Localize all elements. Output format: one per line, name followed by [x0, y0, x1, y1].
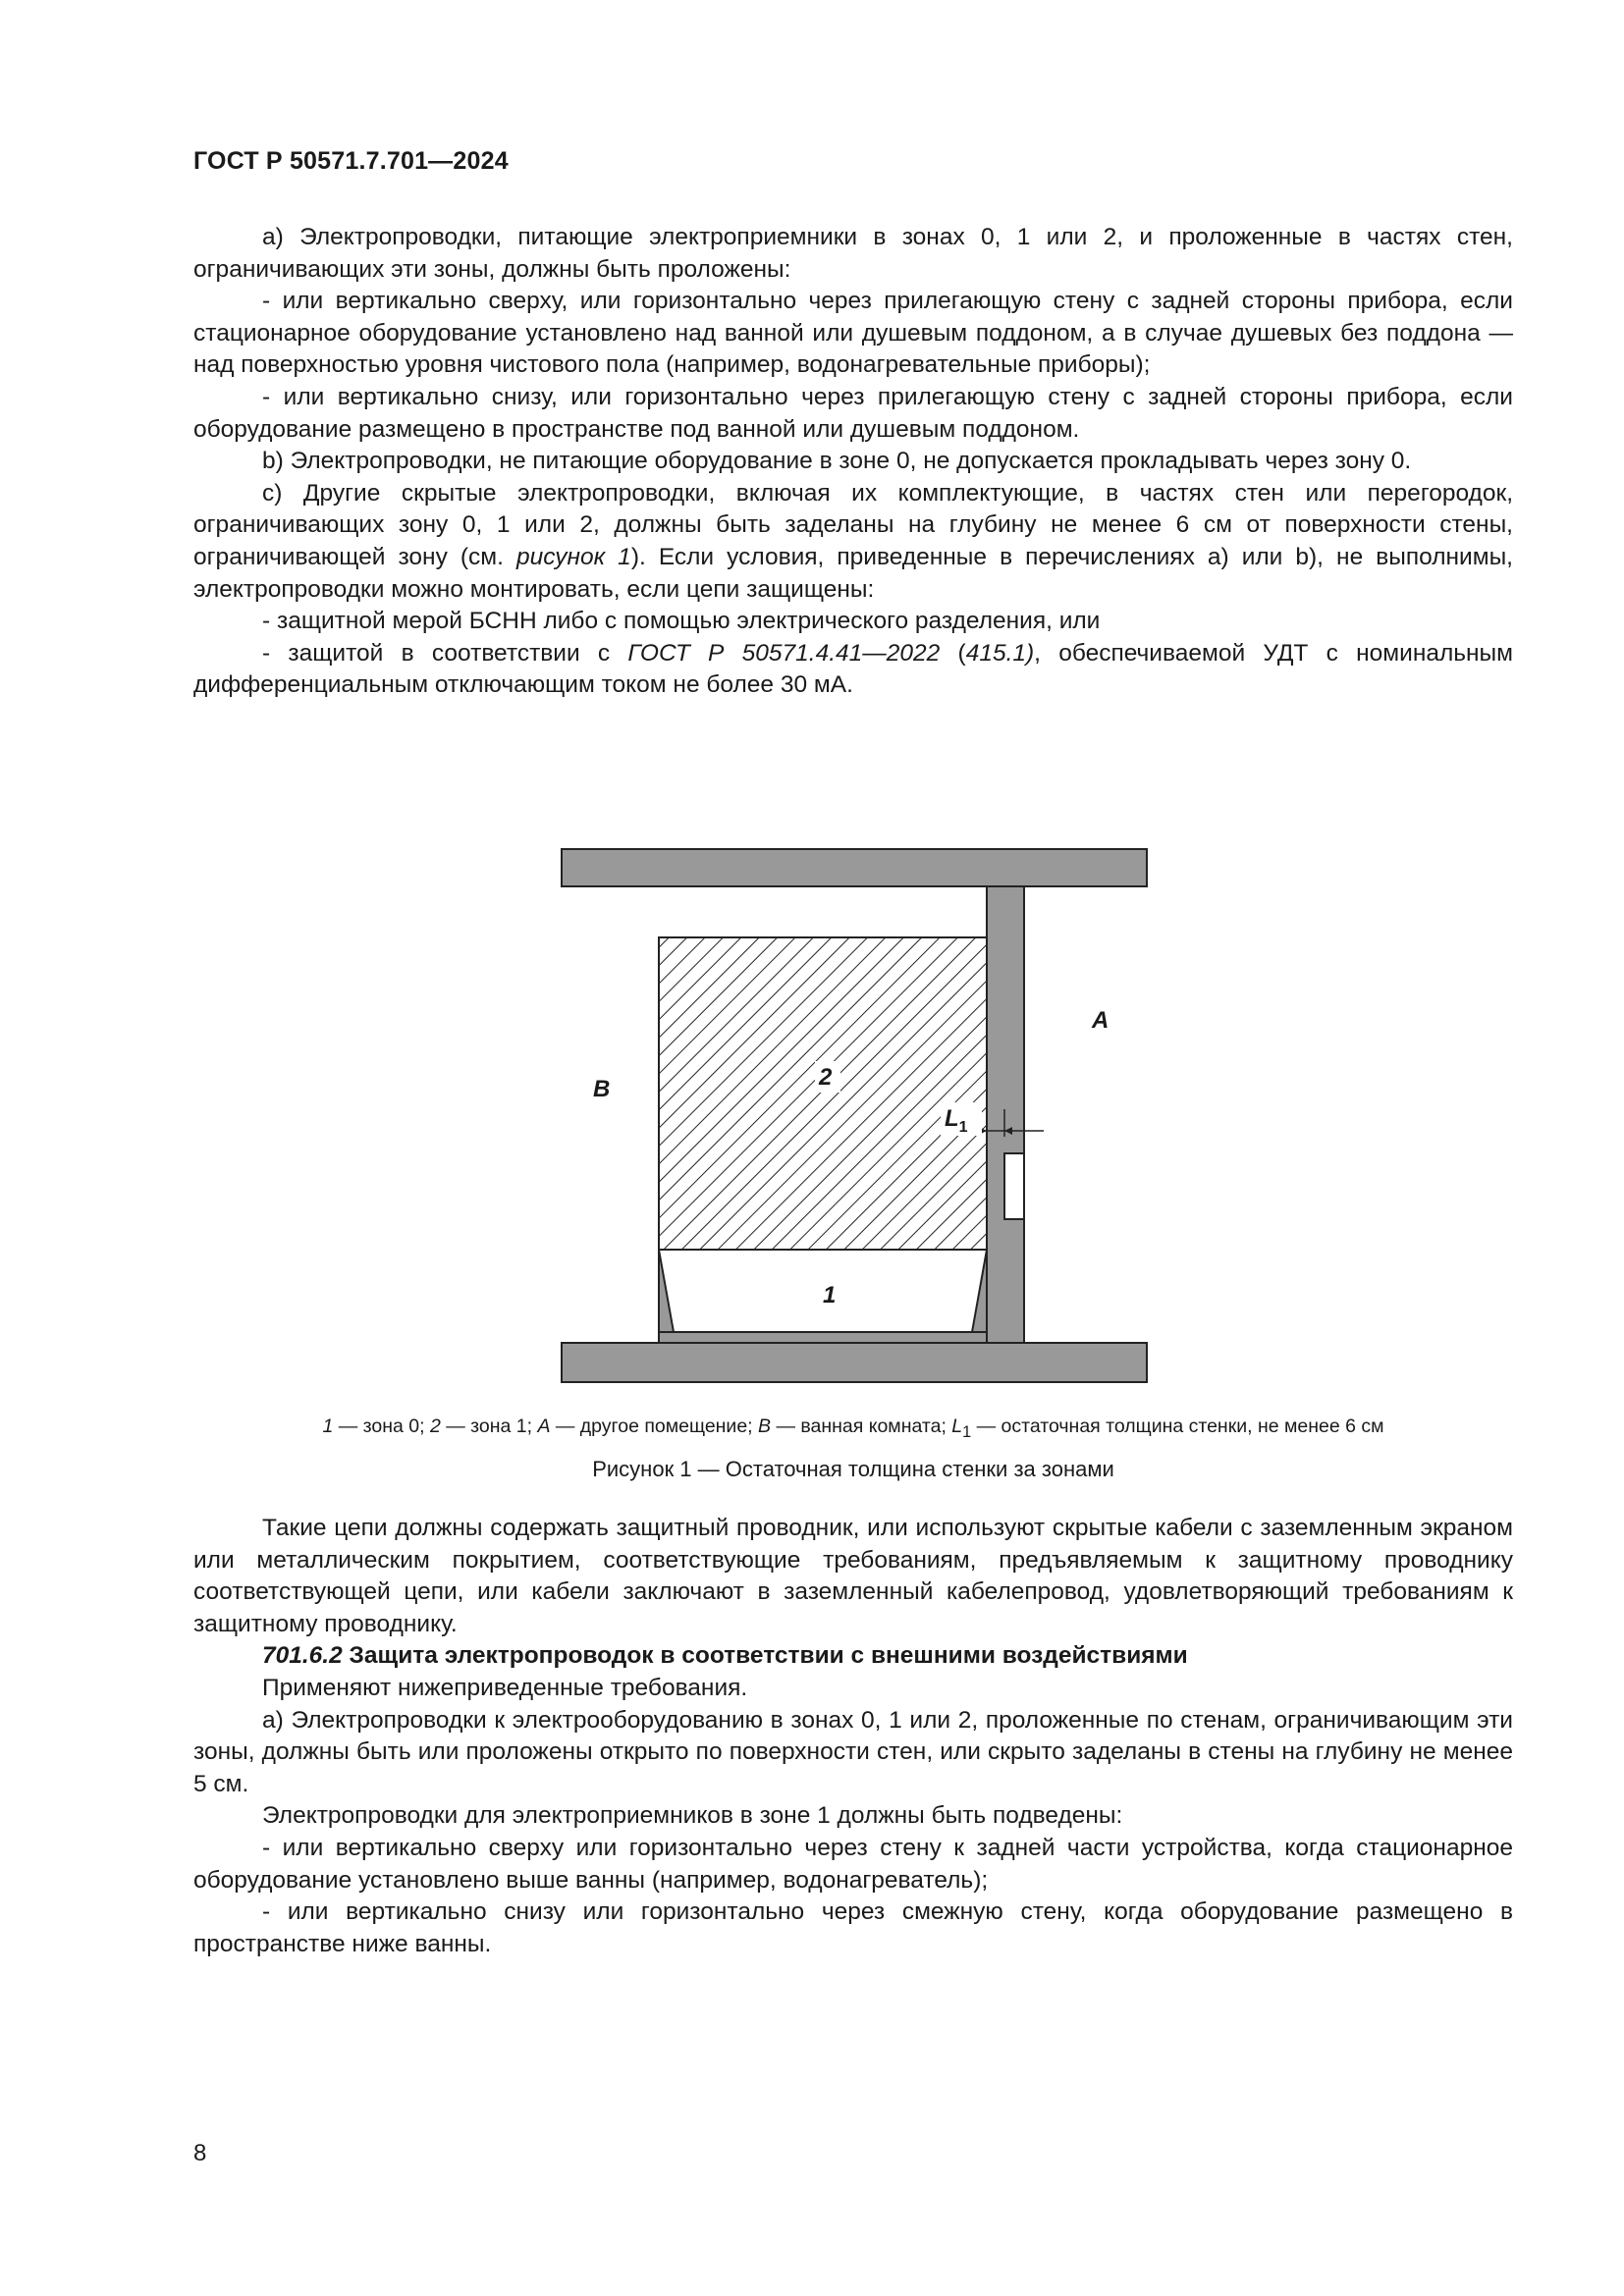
paragraph-c-end: ). Если условия, приведенные в перечислениях а) или b), не выполнимы, электропроводки можно монтировать, если цепи защищены: [193, 543, 1513, 603]
label-zone-1-area: 2 [819, 1064, 833, 1091]
paragraph-a-dash2: - или вертикально снизу, или горизонтально через прилегающую стену с задней стороны прибора, если оборудование размещено в пространстве под ванной или душевым поддоном. [193, 383, 1513, 443]
legend-text-l1: — остаточная толщина стенки, не менее 6 см [971, 1415, 1384, 1437]
text-block-bottom [193, 1513, 1513, 1960]
figure-wall-diagram [550, 839, 1159, 1389]
legend-key-a: A [537, 1415, 551, 1437]
section-heading [193, 1640, 1513, 1673]
paragraph-c-dash2-end: , обеспечиваемой УДТ с номинальным дифференциальным отключающим током не более 30 мА. [193, 639, 1514, 699]
text-block-top [193, 222, 1513, 702]
paragraph-zone1-dash2: - или вертикально снизу или горизонтально через смежную стену, когда оборудование размещено в пространстве ниже ванны. [193, 1898, 1513, 1957]
figure-reference-link: рисунок 1 [515, 543, 631, 570]
figure-caption: Рисунок 1 — Остаточная толщина стенки за зонами [592, 1457, 1114, 1481]
label-l1-letter: L [945, 1105, 959, 1132]
page-number: 8 [193, 2140, 207, 2166]
paragraph-c-dash2-paren: ( [940, 639, 966, 667]
bathtub-bottom [659, 1332, 987, 1343]
clause-reference: 415.1) [965, 639, 1035, 667]
paragraph-c-dash2 [193, 638, 1513, 702]
label-zone-0-area: 1 [823, 1282, 837, 1308]
label-l1-subscript: 1 [958, 1119, 968, 1136]
section-number: 701.6.2 [262, 1642, 343, 1670]
paragraph-requirement-a: а) Электропроводки к электрооборудованию в зонах 0, 1 или 2, проложенные по стенам, ограничивающим эти зоны, должны быть или проложены открыто по поверхности стен, или скрыто заделаны в стены на глубину не менее 5 см. [193, 1706, 1513, 1797]
paragraph-c-dash2-start: - защитой в соответствии с [262, 639, 628, 667]
paragraph-b: b) Электропроводки, не питающие оборудование в зоне 0, не допускается прокладывать через зону 0. [262, 448, 1412, 475]
paragraph-zone1-wiring: Электропроводки для электроприемников в зоне 1 должны быть подведены: [262, 1802, 1123, 1830]
floor-slab [562, 1343, 1147, 1382]
standard-reference: ГОСТ Р 50571.4.41—2022 [627, 639, 941, 667]
paragraph-protective-conductor: Такие цепи должны содержать защитный проводник, или используют скрытые кабели с заземленным экраном или металлическим покрытием, соответствующие требованиям, предъявляемым к защитному проводнику соответствующей цепи, или кабели заключают в заземленный кабелепровод, удовлетворяющий требованиям к защитному проводнику. [193, 1515, 1513, 1637]
legend-key-b: B [758, 1415, 772, 1437]
legend-key-2: 2 [429, 1415, 441, 1437]
legend-key-l1-subscript: 1 [962, 1422, 972, 1441]
legend-text-a: — другое помещение; [550, 1415, 759, 1437]
paragraph-c-start: с) Другие скрытые электропроводки, включая их комплектующие, в частях стен или перегородок, ограничивающих зону 0, 1 или 2, должны быть заделаны на глубину не менее 6 см от поверхности стены, ограничивающей зону (см. [193, 479, 1513, 570]
paragraph-zone1-dash1: - или вертикально сверху или горизонтально через стену к задней части устройства, когда стационарное оборудование установлено выше ванны (например, водонагреватель); [193, 1834, 1513, 1894]
label-bathroom: B [593, 1076, 611, 1102]
paragraph-requirements-intro: Применяют нижеприведенные требования. [262, 1674, 748, 1701]
partition-wall [987, 886, 1024, 1343]
paragraph-a-dash1: - или вертикально сверху, или горизонтально через прилегающую стену с задней стороны прибора, если стационарное оборудование установлено над ванной или душевым поддоном, а в случае душевых без поддона — над поверхностью уровня чистового пола (например, водонагревательные приборы); [193, 288, 1513, 379]
paragraph-a-intro: а) Электропроводки, питающие электроприемники в зонах 0, 1 или 2, и проложенные в частях стен, ограничивающих эти зоны, должны быть проложены: [193, 224, 1513, 283]
legend-text-1: — зона 0; [333, 1415, 430, 1437]
label-other-room: A [1092, 1007, 1110, 1034]
legend-text-2: — зона 1; [440, 1415, 538, 1437]
document-header: ГОСТ Р 50571.7.701—2024 [193, 147, 509, 175]
legend-key-l1: L [951, 1415, 963, 1437]
wall-embedded-box [1004, 1153, 1024, 1219]
paragraph-c [193, 478, 1513, 606]
paragraph-c-dash1: - защитной мерой БСНН либо с помощью электрического разделения, или [262, 608, 1101, 635]
figure-legend [193, 1415, 1513, 1442]
legend-text-b: — ванная комната; [771, 1415, 952, 1437]
zone-1-hatched-area [659, 937, 987, 1250]
legend-key-1: 1 [322, 1415, 334, 1437]
section-title: Защита электропроводок в соответствии с внешними воздействиями [342, 1642, 1188, 1670]
ceiling-slab [562, 849, 1147, 886]
